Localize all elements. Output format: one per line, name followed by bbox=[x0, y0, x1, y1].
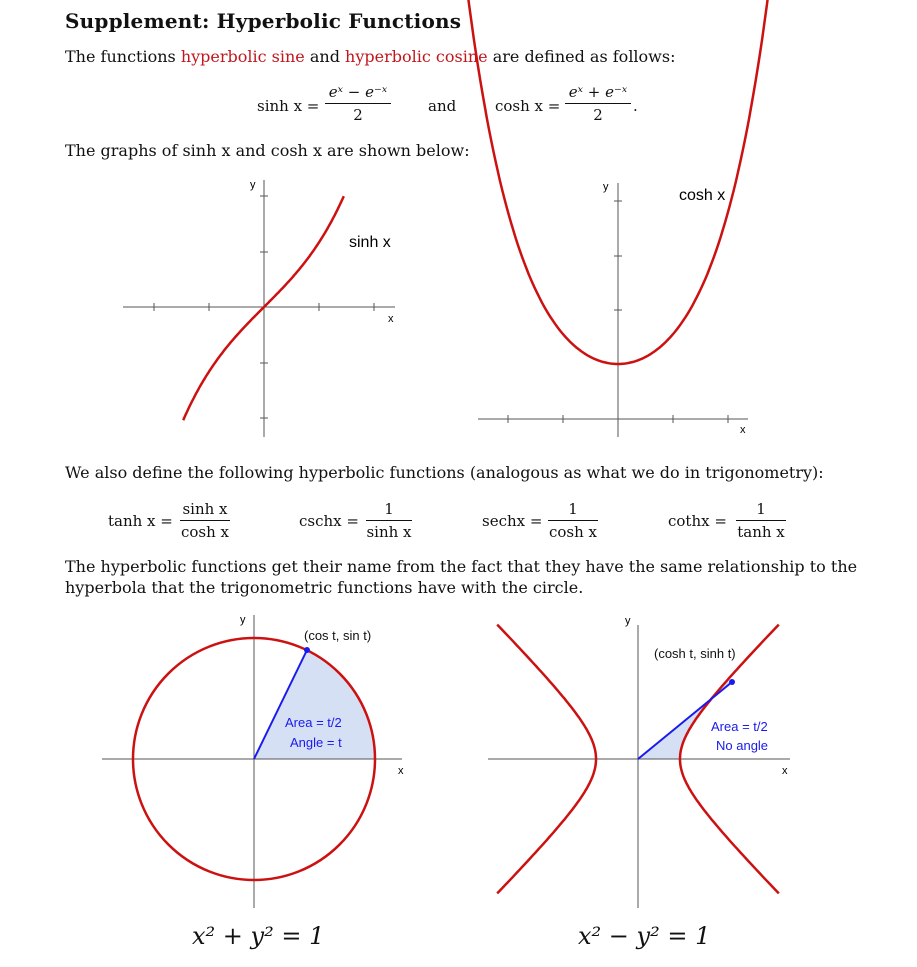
graphs-intro: The graphs of sinh x and cosh x are shown below: bbox=[65, 141, 470, 160]
hyperbola-equation: x² − y² = 1 bbox=[578, 922, 711, 950]
circle-area-label: Area = t/2 bbox=[285, 715, 342, 730]
cosh-label: cosh x bbox=[679, 187, 726, 204]
sinh-lhs: sinh x = bbox=[257, 97, 320, 115]
circle-equation: x² + y² = 1 bbox=[192, 922, 325, 950]
cosh-lhs: cosh x = bbox=[495, 97, 561, 115]
coth-fraction bbox=[736, 500, 786, 541]
sinh-denominator: 2 bbox=[353, 106, 363, 124]
and-word: and bbox=[428, 97, 457, 115]
circle-x-axis-label: x bbox=[398, 765, 404, 777]
term-hyperbolic-sine: hyperbolic sine bbox=[180, 47, 305, 66]
intro-post: are defined as follows: bbox=[487, 47, 676, 66]
csch-lhs: cschx = bbox=[299, 512, 359, 530]
cosh-denominator: 2 bbox=[593, 106, 603, 124]
sinh-y-axis-label: y bbox=[250, 179, 256, 191]
sinh-label: sinh x bbox=[349, 234, 391, 251]
circle-y-axis-label: y bbox=[240, 614, 246, 626]
sech-lhs: sechx = bbox=[482, 512, 543, 530]
circle-angle-label: Angle = t bbox=[290, 735, 342, 750]
intro-mid: and bbox=[304, 47, 346, 66]
unit-circle-figure bbox=[102, 614, 404, 908]
hyperbola-x-axis-label: x bbox=[782, 765, 788, 777]
page-title: Supplement: Hyperbolic Functions bbox=[65, 9, 462, 33]
hyperbola-point bbox=[729, 679, 735, 685]
hyperbola-figure bbox=[488, 615, 790, 908]
hyperbola-angle-label: No angle bbox=[716, 738, 769, 753]
also-define-paragraph: We also define the following hyperbolic functions (analogous as what we do in trigonometry): bbox=[65, 463, 824, 482]
tanh-numerator: sinh x bbox=[182, 500, 228, 518]
circle-point-label: (cos t, sin t) bbox=[304, 628, 372, 643]
csch-denominator: sinh x bbox=[366, 523, 412, 541]
sinh-numerator: eˣ − e⁻ˣ bbox=[328, 83, 388, 101]
csch-fraction bbox=[366, 500, 412, 541]
sinh-x-axis-label: x bbox=[388, 313, 394, 325]
relationship-line-1: The hyperbolic functions get their name from the fact that they have the same relationship to the bbox=[65, 557, 858, 576]
coth-denominator: tanh x bbox=[737, 523, 785, 541]
cosh-period: . bbox=[633, 97, 638, 115]
cosh-y-axis-label: y bbox=[603, 181, 609, 193]
intro-pre: The functions bbox=[65, 47, 181, 66]
tanh-denominator: cosh x bbox=[180, 523, 230, 541]
hyperbola-y-axis-label: y bbox=[625, 615, 631, 627]
csch-numerator: 1 bbox=[384, 500, 394, 518]
circle-point bbox=[304, 647, 310, 653]
sech-fraction bbox=[548, 500, 598, 541]
coth-numerator: 1 bbox=[756, 500, 766, 518]
term-hyperbolic-cosine: hyperbolic cosine bbox=[345, 47, 488, 66]
cosh-numerator: eˣ + e⁻ˣ bbox=[568, 83, 628, 101]
relationship-line-2: hyperbola that the trigonometric functions have with the circle. bbox=[65, 578, 584, 597]
sech-denominator: cosh x bbox=[548, 523, 598, 541]
hyperbola-point-label: (cosh t, sinh t) bbox=[654, 646, 736, 661]
tanh-fraction bbox=[180, 500, 230, 541]
cosh-graph bbox=[465, 0, 771, 437]
coth-lhs: cothx = bbox=[668, 512, 727, 530]
tanh-lhs: tanh x = bbox=[108, 512, 173, 530]
sech-numerator: 1 bbox=[568, 500, 578, 518]
cosh-x-axis-label: x bbox=[740, 424, 746, 436]
sinh-graph bbox=[123, 179, 395, 437]
hyperbola-area-label: Area = t/2 bbox=[711, 719, 768, 734]
